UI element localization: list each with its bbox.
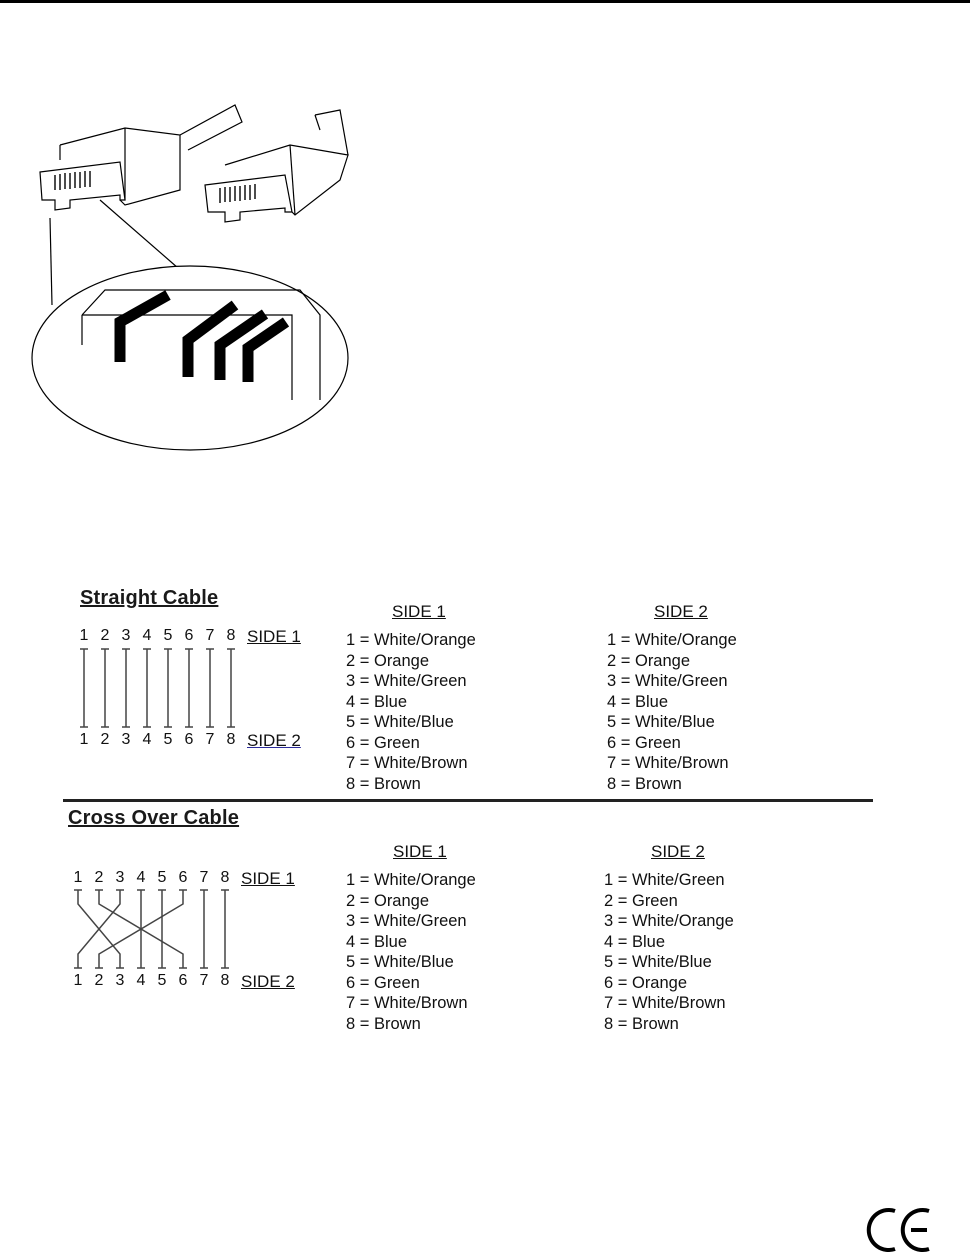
- list-item: 5 = White/Blue: [607, 713, 715, 731]
- pin-label: 2: [94, 869, 104, 886]
- pin-label: 2: [100, 731, 110, 748]
- pin-label: 3: [121, 627, 131, 644]
- pin-label: 3: [121, 731, 131, 748]
- pin-label: 5: [163, 627, 173, 644]
- straight-side2-heading: SIDE 2: [654, 602, 708, 621]
- list-item: 7 = White/Brown: [604, 994, 726, 1012]
- list-item: 6 = Green: [346, 973, 420, 992]
- pin-label: 5: [157, 869, 167, 886]
- list-item: 4 = Blue: [604, 932, 666, 951]
- list-item: 6 = Orange: [604, 973, 688, 992]
- list-item: 8 = Brown: [607, 774, 682, 793]
- list-item: 5 = White/Blue: [346, 953, 454, 971]
- pin-label: 2: [100, 627, 110, 644]
- pin-label: 1: [79, 731, 89, 748]
- straight-cable-title: Straight Cable: [80, 587, 219, 609]
- pin-label: 2: [94, 972, 104, 989]
- crossover-cable-title: Cross Over Cable: [68, 807, 240, 829]
- list-item: 3 = White/Green: [607, 672, 728, 690]
- pin-label: 1: [79, 627, 89, 644]
- pin-label: 7: [199, 869, 209, 886]
- pin-label: 6: [184, 627, 194, 644]
- list-item: 6 = Green: [346, 733, 420, 752]
- list-item: 2 = Green: [604, 891, 678, 910]
- list-item: 8 = Brown: [604, 1014, 679, 1033]
- list-item: 6 = Green: [607, 733, 681, 752]
- pin-label: 6: [184, 731, 194, 748]
- list-item: 1 = White/Green: [604, 871, 725, 889]
- pin-label: 6: [178, 972, 188, 989]
- pin-label: 7: [199, 972, 209, 989]
- list-item: 2 = Orange: [346, 891, 430, 910]
- list-item: 7 = White/Brown: [346, 754, 468, 772]
- list-item: 4 = Blue: [346, 932, 408, 951]
- pin-label: 3: [115, 869, 125, 886]
- crossover-side1-list: [346, 870, 476, 1034]
- crossover-side2-heading: SIDE 2: [651, 842, 705, 861]
- straight-side1-heading: SIDE 1: [392, 602, 446, 621]
- pin-label: 1: [73, 869, 83, 886]
- list-item: 3 = White/Green: [346, 912, 467, 930]
- crossover-side1-heading: SIDE 1: [393, 842, 447, 861]
- pin-label: 6: [178, 869, 188, 886]
- ce-mark-logo: [865, 1205, 935, 1255]
- list-item: 8 = Brown: [346, 1014, 421, 1033]
- list-item: 1 = White/Orange: [346, 631, 476, 649]
- list-item: 3 = White/Green: [346, 672, 467, 690]
- crossover-side1-tag: SIDE 1: [241, 869, 295, 888]
- list-item: 1 = White/Orange: [346, 871, 476, 889]
- pin-label: 8: [226, 731, 236, 748]
- pin-label: 4: [142, 731, 152, 748]
- pin-label: 4: [136, 972, 146, 989]
- list-item: 2 = Orange: [607, 651, 691, 670]
- list-item: 3 = White/Orange: [604, 912, 734, 930]
- list-item: 7 = White/Brown: [607, 754, 729, 772]
- list-item: 5 = White/Blue: [604, 953, 712, 971]
- pin-label: 7: [205, 731, 215, 748]
- pin-label: 4: [136, 869, 146, 886]
- pin-label: 3: [115, 972, 125, 989]
- crossover-side2-tag: SIDE 2: [241, 972, 295, 991]
- pin-label: 5: [157, 972, 167, 989]
- pin-label: 4: [142, 627, 152, 644]
- list-item: 4 = Blue: [346, 692, 408, 711]
- list-item: 1 = White/Orange: [607, 631, 737, 649]
- straight-side2-tag: SIDE 2: [247, 731, 301, 750]
- pin-label: 5: [163, 731, 173, 748]
- pin-label: 1: [73, 972, 83, 989]
- pin-label: 8: [220, 869, 230, 886]
- list-item: 8 = Brown: [346, 774, 421, 793]
- list-item: 7 = White/Brown: [346, 994, 468, 1012]
- list-item: 4 = Blue: [607, 692, 669, 711]
- crossover-side2-list: [604, 870, 734, 1034]
- pin-label: 8: [226, 627, 236, 644]
- list-item: 5 = White/Blue: [346, 713, 454, 731]
- list-item: 2 = Orange: [346, 651, 430, 670]
- straight-side1-tag: SIDE 1: [247, 627, 301, 646]
- pin-label: 7: [205, 627, 215, 644]
- pin-label: 8: [220, 972, 230, 989]
